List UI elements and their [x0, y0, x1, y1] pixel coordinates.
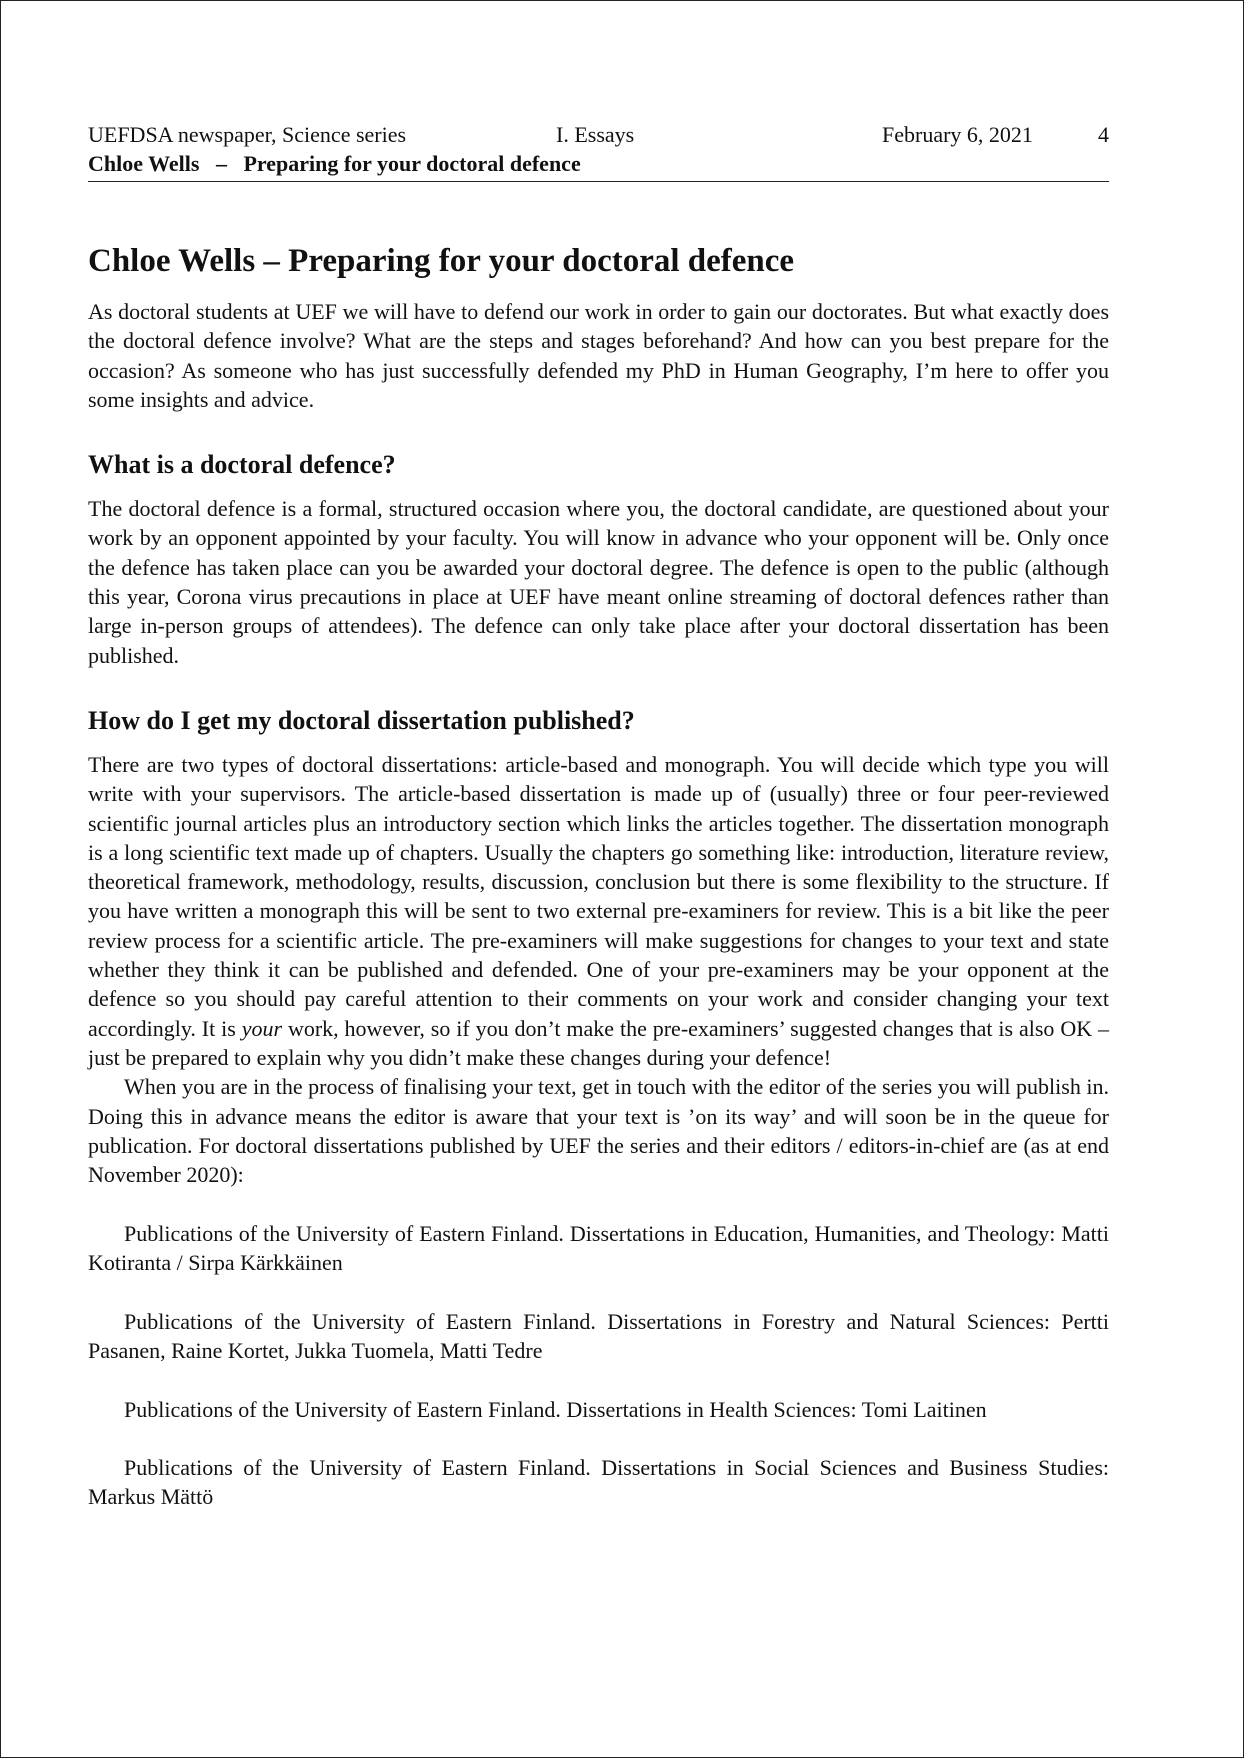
section-heading-defence: What is a doctoral defence? — [88, 450, 396, 480]
emphasis-your: your — [241, 1015, 283, 1041]
publication-series-social: Publications of the University of Eastern Finland. Dissertations in Social Sciences and Business Studies: Markus Mättö — [88, 1455, 1109, 1510]
section-heading-publishing: How do I get my doctoral dissertation published? — [88, 705, 635, 735]
publication-series-health: Publications of the University of Eastern Finland. Dissertations in Health Sciences: Tomi Laitinen — [124, 1396, 987, 1422]
header-row — [88, 120, 1109, 149]
dissertation-types-paragraph — [88, 750, 1109, 1072]
defence-paragraph: The doctoral defence is a formal, structured occasion where you, the doctoral candidate, are questioned about your work by an opponent appointed by your faculty. You will know in advance who your opponent will be. Only once the defence has taken place can you be awarded your doctoral degree. The defence is open to the public (although this year, Corona virus precautions in place at UEF have meant online streaming of doctoral defences rather than large in-person groups of attendees). The defence can only take place after your doctoral dissertation has been published. — [88, 496, 1109, 668]
paragraph-text-b: work, however, so if you don’t make the pre-examiners’ suggested changes that is also OK – just be prepared to explain why you didn’t make these changes during your defence! — [88, 1015, 1109, 1070]
paragraph-text-a: There are two types of doctoral dissertations: article-based and monograph. You will decide which type you will write with your supervisors. The article-based dissertation is made up of (usually) three or four peer-reviewed scientific journal articles plus an introductory section which links the articles together. The dissertation monograph is a long scientific text made up of chapters. Usually the chapters go something like: introduction, literature review, theoretical framework, methodology, results, discussion, conclusion but there is some flexibility to the structure. If you have written a monograph this will be sent to two external pre-examiners for review. This is a bit like the peer review process for a scientific article. The pre-examiners will make suggestions for changes to your text and state whether they think it can be published and defended. One of your pre-examiners may be your opponent at the defence so you should pay careful attention to their comments on your work and consider changing your text accordingly. It is — [88, 751, 1109, 1041]
header-series: UEFDSA newspaper, Science series — [88, 122, 407, 147]
intro-paragraph: As doctoral students at UEF we will have to defend our work in order to gain our doctorates. But what exactly does the doctoral defence involve? What are the steps and stages beforehand? And how can you best prepare for the occasion? As someone who has just successfully defended my PhD in Human Geography, I’m here to offer you some insights and advice. — [88, 299, 1109, 412]
page-header — [88, 120, 1109, 182]
header-date: February 6, 2021 — [882, 122, 1033, 147]
publication-series-forestry: Publications of the University of Eastern Finland. Dissertations in Forestry and Natural Sciences: Pertti Pasanen, Raine Kortet, Jukka Tuomela, Matti Tedre — [88, 1308, 1109, 1363]
publication-series-education: Publications of the University of Eastern Finland. Dissertations in Education, Humanities, and Theology: Matti Kotiranta / Sirpa Kärkkäinen — [88, 1220, 1109, 1276]
article-body — [88, 240, 1109, 1512]
running-title: Chloe Wells – Preparing for your doctoral defence — [88, 151, 581, 176]
page-number: 4 — [1098, 122, 1109, 147]
article-title: Chloe Wells – Preparing for your doctoral defence — [88, 243, 795, 279]
header-section: I. Essays — [556, 122, 635, 147]
header-rule — [88, 181, 1109, 182]
editor-contact-paragraph: When you are in the process of finalising your text, get in touch with the editor of the series you will publish in. Doing this in advance means the editor is aware that your text is ’on its way’ and will soon be in the queue for publication. For doctoral dissertations published by UEF the series and their editors / editors-in-chief are (as at end November 2020): — [88, 1074, 1109, 1188]
